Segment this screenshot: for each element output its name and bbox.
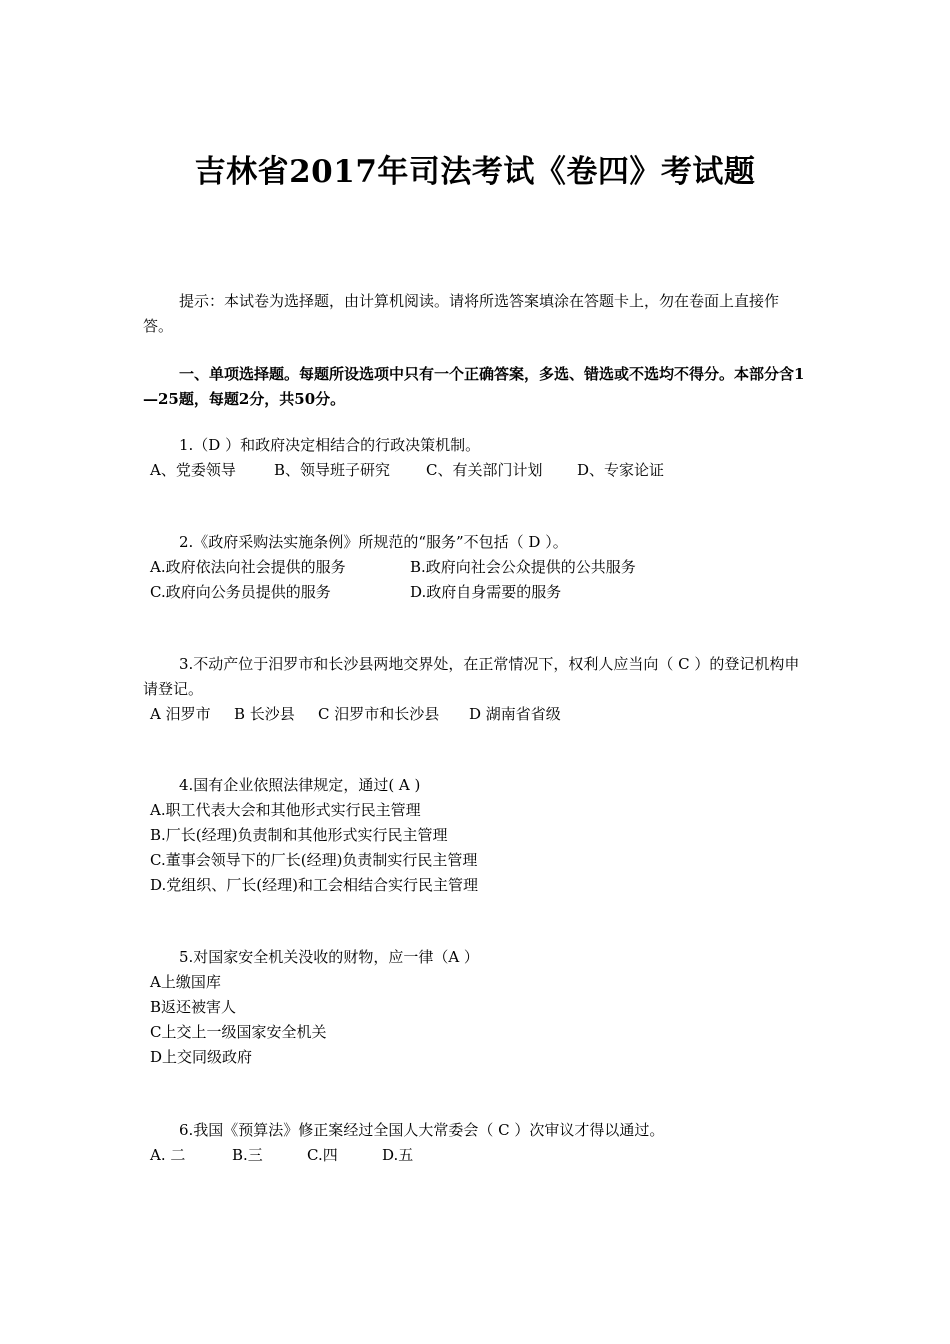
- question-4: [143, 773, 808, 898]
- question-stem: 5.对国家安全机关没收的财物，应一律（A ）: [179, 948, 479, 966]
- notice-text: 提示：本试卷为选择题，由计算机阅读。请将所选答案填涂在答题卡上，勿在卷面上直接作答。: [143, 292, 780, 335]
- question-2: [143, 530, 808, 605]
- option-row: [143, 458, 808, 483]
- option-b: B.政府向社会公众提供的公共服务: [410, 558, 636, 576]
- option-b: B.厂长(经理)负责制和其他形式实行民主管理: [150, 826, 448, 844]
- question-5: [143, 945, 808, 1070]
- question-stem: 6.我国《预算法》修正案经过全国人大常委会（ C ）次审议才得以通过。: [179, 1121, 665, 1139]
- option-c: C.政府向公务员提供的服务: [150, 583, 331, 601]
- option-c: C、有关部门计划: [426, 461, 543, 479]
- option-d: D上交同级政府: [150, 1048, 253, 1066]
- option-a: A.职工代表大会和其他形式实行民主管理: [150, 801, 421, 819]
- option-c: C.董事会领导下的厂长(经理)负责制实行民主管理: [150, 851, 478, 869]
- option-d: D、专家论证: [577, 461, 665, 479]
- option-a: A.政府依法向社会提供的服务: [150, 558, 346, 576]
- option-b: B返还被害人: [150, 998, 237, 1016]
- question-6: [143, 1118, 808, 1168]
- question-1: [143, 433, 808, 483]
- option-a: A上缴国库: [150, 973, 221, 991]
- page-title: 吉林省2017年司法考试《卷四》考试题: [194, 154, 756, 190]
- option-c: C 汨罗市和长沙县: [318, 705, 440, 723]
- option-grid: [143, 555, 808, 605]
- option-a: A、党委领导: [150, 461, 236, 479]
- option-b: B 长沙县: [234, 705, 295, 723]
- option-d: D 湖南省省级: [469, 705, 561, 723]
- option-c: C.四: [307, 1146, 338, 1164]
- option-b: B.三: [232, 1146, 263, 1164]
- option-a: A. 二: [150, 1146, 186, 1164]
- option-d: D.五: [382, 1146, 414, 1164]
- option-row: [143, 1143, 808, 1168]
- question-stem: 4.国有企业依照法律规定，通过( A ): [179, 776, 421, 794]
- question-stem: 3.不动产位于汨罗市和长沙县两地交界处，在正常情况下，权利人应当向（ C ）的登记机构申请登记。: [143, 655, 800, 698]
- section-heading: 一、单项选择题。每题所设选项中只有一个正确答案，多选、错选或不选均不得分。本部分含1—25题，每题2分，共50分。: [143, 365, 805, 408]
- option-a: A 汨罗市: [150, 705, 211, 723]
- question-stem: 1.（D ）和政府决定相结合的行政决策机制。: [179, 436, 481, 454]
- option-b: B、领导班子研究: [274, 461, 391, 479]
- question-3: [143, 652, 808, 727]
- question-stem: 2.《政府采购法实施条例》所规范的“服务”不包括（ D ）。: [179, 533, 568, 551]
- option-c: C上交上一级国家安全机关: [150, 1023, 327, 1041]
- option-d: D.党组织、厂长(经理)和工会相结合实行民主管理: [150, 876, 478, 894]
- option-row: [143, 702, 808, 727]
- option-d: D.政府自身需要的服务: [410, 583, 562, 601]
